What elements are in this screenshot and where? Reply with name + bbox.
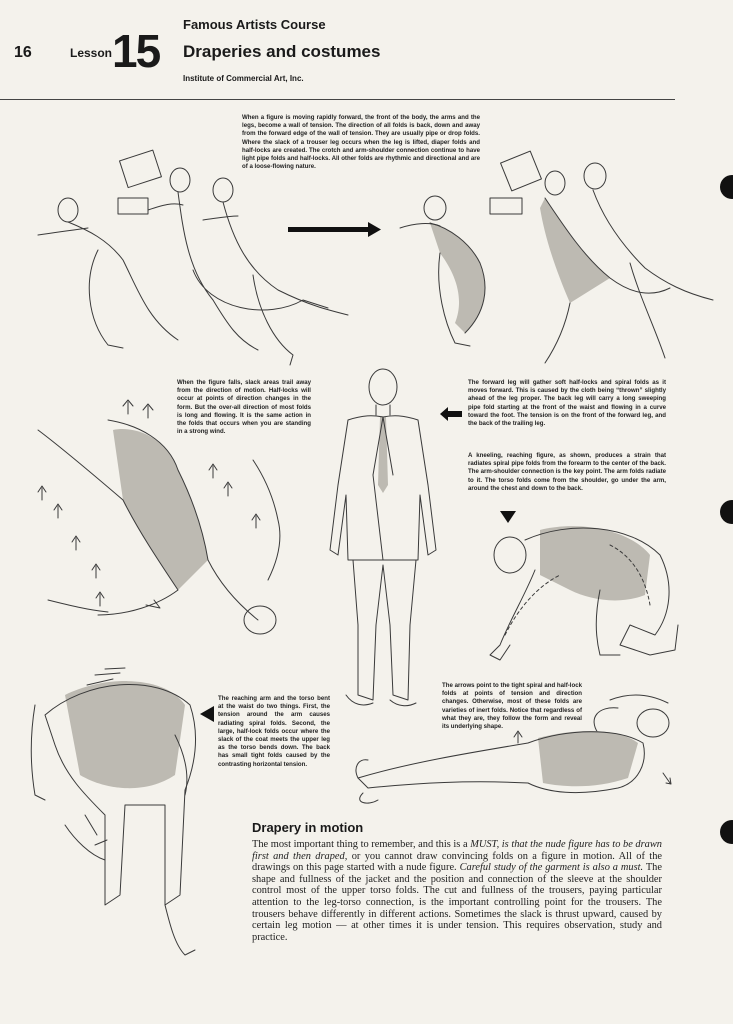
- clothed-running-figures-illustration: [395, 148, 725, 373]
- body-paragraph: [252, 839, 662, 943]
- bending-figure-illustration: [25, 665, 210, 965]
- lying-figure-illustration: [348, 688, 698, 813]
- institute-name: Institute of Commercial Art, Inc.: [183, 74, 304, 83]
- body-emphasis: MUST, is that the nude figure has to be drawn first and then draped,: [252, 839, 662, 862]
- body-emphasis: Careful study of the garment is also a must.: [459, 862, 644, 874]
- standing-man-illustration: [328, 365, 443, 720]
- lesson-number: 15: [112, 25, 160, 77]
- left-arrow-icon: [440, 407, 462, 421]
- caption-lying: The arrows point to the tight spiral and half-lock folds at points of tension and direction changes. Otherwise, most of these folds are varieties of inert folds. Notice that regardless of what they are, they follow the form and reveal its underlying shape.: [442, 682, 582, 731]
- course-name: Famous Artists Course: [183, 17, 326, 32]
- lesson-label: Lesson: [70, 46, 113, 60]
- falling-figure-illustration: [28, 400, 298, 645]
- caption-reaching: The reaching arm and the torso bent at the waist do two things. First, the tension around the arm causes radiating spiral folds. Second, the large, half-lock folds occur where the slack of the coat meets the upper leg as the torso bends down. The back has small tight folds caused by the contrasting horizontal tension.: [218, 695, 330, 768]
- page-title: Draperies and costumes: [183, 42, 381, 61]
- body-text: The most important thing to remember, and this is a: [252, 839, 471, 850]
- body-text: or you cannot draw convincing folds on a figure in motion. All of the drawings on this page started with a nude figure.: [252, 850, 662, 874]
- binder-hole: [720, 500, 733, 524]
- section-title: Drapery in motion: [252, 820, 364, 835]
- caption-falling: When the figure falls, slack areas trail away from the direction of motion. Half-locks will occur at points of direction changes in the form. But the over-all direction of most folds is long and flowing. It is the same action in the folds that occurs when you are standing in a strong wind.: [177, 379, 311, 436]
- header-rule: [0, 99, 675, 100]
- page-number: 16: [14, 44, 32, 61]
- caption-kneeling: A kneeling, reaching figure, as shown, produces a strain that radiates spiral pipe folds from the forearm to the center of the back. The arm-shoulder connection is the key point. The arm folds radiate to it. The torso folds come from the shoulder, go under the arm, around the chest and down to the back.: [468, 452, 666, 492]
- caption-running: When a figure is moving rapidly forward, the front of the body, the arms and the legs, become a wall of tension. The direction of all folds is back, down and away from the forward edge of the wall of tension. They are usually pipe or drop folds. Where the slack of a trouser leg occurs when the leg is lifted, diaper folds and half-locks are created. The crotch and arm-shoulder connection continue to have light pipe folds and half-locks. All other folds are rhythmic and directional and are of a loose-flowing nature.: [242, 114, 480, 171]
- body-text: The shape and fullness of the jacket and the position and connection of the sleeve at the shoulder control most of the upper torso folds. The cut and fullness of the trousers, paying particular attention to the leg-torso connection, is the important controlling point for the trousers. The trousers behave differently in different actions. Sometimes the slack is thrust upward, caused by certain leg motion — at other times it is under tension. This requires observation, study and practice.: [252, 862, 662, 943]
- caption-forward-leg: The forward leg will gather soft half-locks and spiral folds as it moves forward. This is caused by the cloth being “thrown” slightly ahead of the leg proper. The back leg will carry a long sweeping pipe fold starting at the front of the waist and flowing in a curve toward the foot. The tension is on the front of the forward leg, and the back of the trailing leg.: [468, 379, 666, 428]
- binder-hole: [720, 820, 733, 844]
- nude-running-figures-illustration: [28, 150, 358, 375]
- kneeling-figure-illustration: [480, 515, 700, 670]
